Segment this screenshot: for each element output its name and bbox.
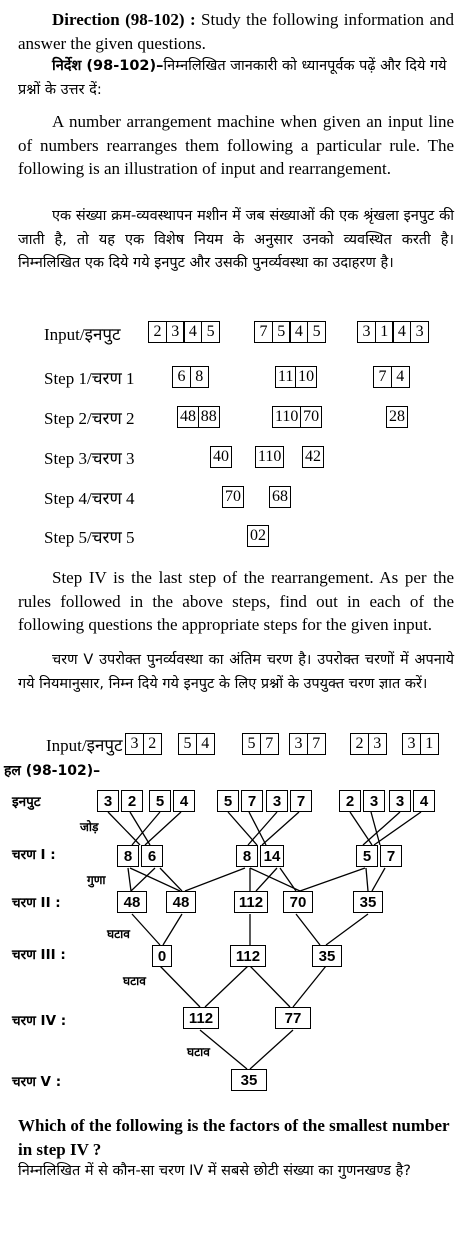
solution-step1-pair [236,845,286,867]
solution-input-digit: 2 [121,790,143,812]
solution-input-pair [339,790,387,812]
number-box: 02 [247,525,269,547]
number-box: 4 [196,733,215,755]
intro-paragraph: A number arrangement machine when given an input line of numbers rearranges them following a particular rule. The following is an illustration of input and rearrangement. [18,112,454,178]
example-step-label: Step 1/चरण 1 [44,369,135,388]
solution-step2-value: 48 [166,891,196,913]
solution-input-digit: 3 [97,790,119,812]
solution-input-label: इनपुट [12,794,41,810]
rule-note-paragraph-hindi: चरण V उपरोक्त पुनर्व्यवस्था का अंतिम चरण है। उपरोक्त चरणों में अपनाये गये नियमानुसार, निम्न दिये गये इनपुट के लिए प्रश्नों के उपयुक्त चरण ज्ञात करें। [18,652,454,692]
solution-input-digit: 2 [339,790,361,812]
number-box: 3 [410,321,429,343]
direction-text-hindi: निम्नलिखित जानकारी को ध्यानपूर्वक पढ़ें और दिये गये प्रश्नों के उत्तर दें: [18,58,447,98]
solution-step4-label: चरण IV : [12,1013,67,1029]
number-box: 1 [375,321,394,343]
solution-input-digit: 4 [413,790,435,812]
example-step-label: Step 2/चरण 2 [44,409,135,428]
direction-heading: Direction (98-102) [52,10,185,29]
solution-input-pair [217,790,265,812]
solution-input-pair [149,790,197,812]
number-box: 4 [289,321,308,343]
solution-input-digit: 7 [290,790,312,812]
number-box: 5 [242,733,261,755]
question-input-label: Input/इनपुट [46,736,123,755]
number-box: 6 [172,366,191,388]
number-box: 2 [350,733,369,755]
solution-input-digit: 3 [389,790,411,812]
number-box: 40 [210,446,232,468]
solution-step1-value: 8 [236,845,258,867]
example-step-label: Step 5/चरण 5 [44,528,135,547]
solution-step1-pair [117,845,165,867]
number-box: 4 [392,321,411,343]
number-box: 1 [420,733,439,755]
number-box: 70 [222,486,244,508]
number-box: 88 [198,406,220,428]
example-step-label: Step 3/चरण 3 [44,449,135,468]
rule-note-paragraph: Step IV is the last step of the rearrangement. As per the rules followed in the above steps, find out in each of the following questions the appropriate steps for the given input. [18,568,454,634]
solution-step2-value: 35 [353,891,383,913]
number-box: 10 [295,366,317,388]
solution-input-digit: 5 [217,790,239,812]
solution-step1-value: 6 [141,845,163,867]
direction-text: Study the following information and answer the given questions. [18,10,454,53]
number-box: 2 [148,321,167,343]
number-box: 8 [190,366,209,388]
question-text: Which of the following is the factors of the smallest number in step IV ? [18,1116,450,1159]
number-box: 110 [272,406,301,428]
number-box: 68 [269,486,291,508]
number-box: 5 [272,321,291,343]
solution-input-digit: 5 [149,790,171,812]
number-box: 5 [178,733,197,755]
solution-input-pair [97,790,145,812]
number-box: 5 [201,321,220,343]
solution-input-digit: 4 [173,790,195,812]
solution-heading: हल (98-102)– [4,763,101,779]
intro-paragraph-hindi: एक संख्या क्रम-व्यवस्थापन मशीन में जब संख्याओं की एक श्रृंखला इनपुट की जाती है, तो यह एक विशेष नियम के अनुसार उनको व्यवस्थित करती है। निम्नलिखित एक दिये गये इनपुट और उसकी पुनर्व्यवस्था का उदाहरण है। [18,208,454,271]
number-box: 70 [300,406,322,428]
number-box: 3 [368,733,387,755]
solution-step1-value: 7 [380,845,402,867]
solution-step1-label: चरण I : [12,847,56,863]
solution-step2-value: 70 [283,891,313,913]
solution-step3-label: चरण III : [12,947,66,963]
direction-heading-hindi: निर्देश (98-102)– [52,58,164,74]
solution-step2-value: 112 [234,891,268,913]
solution-step1-value: 14 [260,845,284,867]
number-box: 4 [183,321,202,343]
solution-step2-label: चरण II : [12,895,61,911]
op-multiply-label: गुणा [87,873,106,887]
solution-step4-value: 112 [183,1007,219,1029]
example-input-label: Input/इनपुट [44,325,121,344]
number-box: 3 [166,321,185,343]
op-subtract-label: घटाव [107,927,130,941]
number-box: 2 [143,733,162,755]
question-text-hindi: निम्नलिखित में से कौन-सा चरण IV में सबसे छोटी संख्या का गुणनखण्ड है? [18,1163,412,1179]
solution-step5-value: 35 [231,1069,267,1091]
solution-step3-value: 0 [152,945,172,967]
number-box: 7 [307,733,326,755]
solution-step1-value: 8 [117,845,139,867]
solution-step3-value: 35 [312,945,342,967]
example-step-label: Step 4/चरण 4 [44,489,135,508]
solution-step1-value: 5 [356,845,378,867]
number-box: 3 [357,321,376,343]
number-box: 7 [373,366,392,388]
solution-step2-value: 48 [117,891,147,913]
solution-step4-value: 77 [275,1007,311,1029]
solution-input-digit: 3 [363,790,385,812]
number-box: 4 [391,366,410,388]
solution-input-pair [389,790,437,812]
number-box: 48 [177,406,199,428]
solution-input-digit: 3 [266,790,288,812]
number-box: 3 [289,733,308,755]
direction-sep: : [184,10,202,29]
op-subtract-label: घटाव [187,1045,210,1059]
number-box: 11 [275,366,296,388]
number-box: 7 [260,733,279,755]
solution-step1-pair [356,845,404,867]
op-add-label: जोड़ [80,820,99,834]
number-box: 3 [402,733,421,755]
number-box: 3 [125,733,144,755]
solution-input-pair [266,790,314,812]
op-subtract-label: घटाव [123,974,146,988]
number-box: 42 [302,446,324,468]
number-box: 28 [386,406,408,428]
number-box: 7 [254,321,273,343]
solution-input-digit: 7 [241,790,263,812]
number-box: 5 [307,321,326,343]
solution-step3-value: 112 [230,945,266,967]
solution-step5-label: चरण V : [12,1074,62,1090]
number-box: 110 [255,446,284,468]
